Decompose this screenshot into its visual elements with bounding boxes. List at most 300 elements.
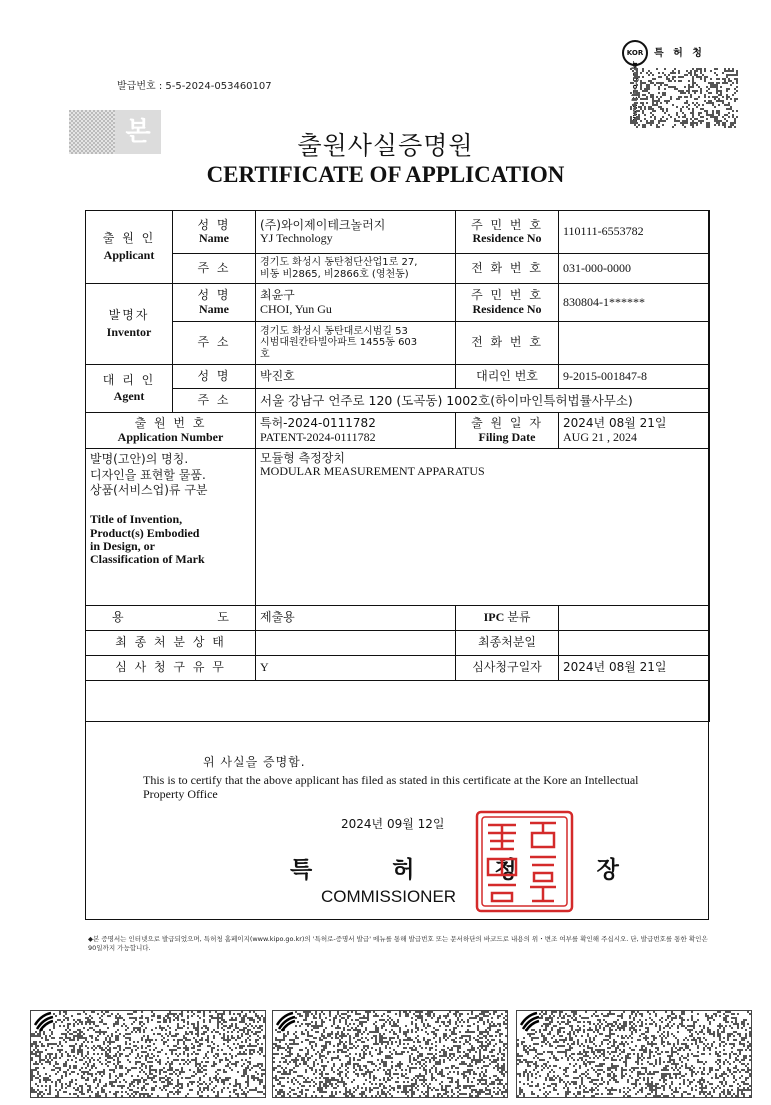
barcode-dot bbox=[141, 1039, 143, 1041]
barcode-dot bbox=[409, 1055, 411, 1057]
barcode-dot bbox=[485, 1079, 487, 1081]
barcode-dot bbox=[81, 1071, 83, 1073]
barcode-dot bbox=[101, 1091, 103, 1093]
barcode-dot bbox=[389, 1055, 391, 1057]
barcode-dot bbox=[315, 1023, 317, 1025]
barcode-dot bbox=[55, 1053, 57, 1055]
barcode-dot bbox=[650, 116, 652, 118]
barcode-dot bbox=[277, 1031, 279, 1033]
barcode-dot bbox=[638, 92, 640, 94]
barcode-dot bbox=[91, 1065, 93, 1067]
barcode-dot bbox=[223, 1013, 225, 1015]
barcode-dot bbox=[61, 1033, 63, 1035]
barcode-dot bbox=[73, 1037, 75, 1039]
barcode-dot bbox=[737, 1027, 739, 1029]
barcode-dot bbox=[719, 1067, 721, 1069]
barcode-dot bbox=[730, 74, 732, 76]
barcode-dot bbox=[249, 1069, 251, 1071]
barcode-dot bbox=[453, 1055, 455, 1057]
barcode-dot bbox=[263, 1093, 265, 1095]
barcode-dot bbox=[447, 1013, 449, 1015]
barcode-dot bbox=[431, 1011, 433, 1013]
barcode-dot bbox=[291, 1039, 293, 1041]
barcode-dot bbox=[633, 1019, 635, 1021]
barcode-dot bbox=[297, 1095, 299, 1097]
barcode-dot bbox=[327, 1073, 329, 1075]
barcode-dot bbox=[709, 1067, 711, 1069]
barcode-dot bbox=[261, 1091, 263, 1093]
barcode-dot bbox=[305, 1017, 307, 1019]
barcode-dot bbox=[171, 1051, 173, 1053]
barcode-dot bbox=[137, 1087, 139, 1089]
barcode-dot bbox=[217, 1017, 219, 1019]
barcode-dot bbox=[670, 72, 672, 74]
barcode-dot bbox=[715, 1051, 717, 1053]
barcode-dot bbox=[413, 1041, 415, 1043]
barcode-dot bbox=[720, 90, 722, 92]
barcode-dot bbox=[676, 112, 678, 114]
barcode-dot bbox=[319, 1015, 321, 1017]
barcode-dot bbox=[565, 1051, 567, 1053]
barcode-dot bbox=[597, 1069, 599, 1071]
barcode-dot bbox=[467, 1031, 469, 1033]
barcode-dot bbox=[51, 1059, 53, 1061]
barcode-dot bbox=[293, 1077, 295, 1079]
barcode-dot bbox=[732, 74, 734, 76]
invention-title-korean: 모듈형 측정장치 bbox=[260, 451, 345, 465]
phone-label: 전 화 번 호 bbox=[456, 322, 559, 365]
barcode-dot bbox=[117, 1019, 119, 1021]
barcode-dot bbox=[85, 1023, 87, 1025]
barcode-dot bbox=[652, 100, 654, 102]
barcode-dot bbox=[607, 1057, 609, 1059]
barcode-dot bbox=[395, 1025, 397, 1027]
barcode-dot bbox=[409, 1085, 411, 1087]
barcode-dot bbox=[689, 1049, 691, 1051]
barcode-dot bbox=[275, 1037, 277, 1039]
barcode-dot bbox=[679, 1023, 681, 1025]
barcode-dot bbox=[527, 1051, 529, 1053]
barcode-dot bbox=[573, 1053, 575, 1055]
barcode-dot bbox=[545, 1019, 547, 1021]
barcode-dot bbox=[745, 1065, 747, 1067]
barcode-dot bbox=[95, 1073, 97, 1075]
barcode-dot bbox=[295, 1057, 297, 1059]
barcode-dot bbox=[277, 1045, 279, 1047]
barcode-dot bbox=[411, 1031, 413, 1033]
barcode-dot bbox=[381, 1059, 383, 1061]
barcode-dot bbox=[557, 1033, 559, 1035]
barcode-dot bbox=[684, 92, 686, 94]
barcode-dot bbox=[545, 1023, 547, 1025]
barcode-dot bbox=[723, 1019, 725, 1021]
barcode-dot bbox=[177, 1039, 179, 1041]
barcode-dot bbox=[287, 1031, 289, 1033]
barcode-dot bbox=[549, 1057, 551, 1059]
barcode-dot bbox=[245, 1039, 247, 1041]
barcode-dot bbox=[207, 1095, 209, 1097]
barcode-dot bbox=[205, 1025, 207, 1027]
barcode-dot bbox=[654, 104, 656, 106]
barcode-dot bbox=[31, 1033, 33, 1035]
barcode-dot bbox=[53, 1027, 55, 1029]
barcode-dot bbox=[369, 1051, 371, 1053]
barcode-dot bbox=[89, 1089, 91, 1091]
barcode-dot bbox=[215, 1077, 217, 1079]
barcode-dot bbox=[63, 1071, 65, 1073]
barcode-dot bbox=[461, 1025, 463, 1027]
barcode-dot bbox=[591, 1049, 593, 1051]
barcode-dot bbox=[115, 1031, 117, 1033]
barcode-dot bbox=[345, 1019, 347, 1021]
barcode-dot bbox=[95, 1025, 97, 1027]
barcode-dot bbox=[319, 1053, 321, 1055]
barcode-dot bbox=[595, 1049, 597, 1051]
barcode-dot bbox=[277, 1079, 279, 1081]
barcode-dot bbox=[601, 1049, 603, 1051]
barcode-dot bbox=[361, 1091, 363, 1093]
barcode-dot bbox=[559, 1045, 561, 1047]
barcode-dot bbox=[694, 90, 696, 92]
barcode-dot bbox=[205, 1055, 207, 1057]
barcode-dot bbox=[393, 1033, 395, 1035]
barcode-dot bbox=[696, 106, 698, 108]
barcode-dot bbox=[529, 1033, 531, 1035]
barcode-dot bbox=[686, 96, 688, 98]
barcode-dot bbox=[181, 1085, 183, 1087]
barcode-dot bbox=[645, 1047, 647, 1049]
barcode-dot bbox=[640, 80, 642, 82]
barcode-dot bbox=[381, 1061, 383, 1063]
barcode-dot bbox=[599, 1055, 601, 1057]
barcode-dot bbox=[691, 1065, 693, 1067]
barcode-dot bbox=[89, 1069, 91, 1071]
barcode-dot bbox=[545, 1029, 547, 1031]
barcode-dot bbox=[569, 1039, 571, 1041]
barcode-dot bbox=[147, 1055, 149, 1057]
barcode-dot bbox=[141, 1093, 143, 1095]
barcode-dot bbox=[437, 1095, 439, 1097]
barcode-dot bbox=[255, 1039, 257, 1041]
barcode-dot bbox=[395, 1065, 397, 1067]
barcode-dot bbox=[293, 1041, 295, 1043]
barcode-dot bbox=[355, 1019, 357, 1021]
top-barcode-pattern bbox=[630, 68, 738, 128]
barcode-dot bbox=[153, 1033, 155, 1035]
barcode-dot bbox=[501, 1091, 503, 1093]
barcode-dot bbox=[749, 1035, 751, 1037]
barcode-dot bbox=[239, 1047, 241, 1049]
barcode-dot bbox=[555, 1057, 557, 1059]
barcode-dot bbox=[157, 1051, 159, 1053]
barcode-dot bbox=[693, 1067, 695, 1069]
barcode-dot bbox=[734, 118, 736, 120]
barcode-dot bbox=[656, 96, 658, 98]
barcode-dot bbox=[97, 1085, 99, 1087]
barcode-dot bbox=[349, 1059, 351, 1061]
barcode-dot bbox=[479, 1091, 481, 1093]
barcode-dot bbox=[291, 1081, 293, 1083]
barcode-dot bbox=[199, 1049, 201, 1051]
barcode-dot bbox=[259, 1019, 261, 1021]
barcode-dot bbox=[223, 1033, 225, 1035]
barcode-dot bbox=[651, 1035, 653, 1037]
barcode-dot bbox=[153, 1087, 155, 1089]
barcode-dot bbox=[395, 1041, 397, 1043]
barcode-dot bbox=[247, 1075, 249, 1077]
barcode-dot bbox=[325, 1027, 327, 1029]
barcode-dot bbox=[619, 1027, 621, 1029]
barcode-dot bbox=[215, 1075, 217, 1077]
barcode-dot bbox=[383, 1019, 385, 1021]
barcode-dot bbox=[559, 1039, 561, 1041]
barcode-dot bbox=[664, 120, 666, 122]
barcode-dot bbox=[207, 1087, 209, 1089]
barcode-dot bbox=[543, 1059, 545, 1061]
barcode-dot bbox=[127, 1093, 129, 1095]
barcode-dot bbox=[654, 100, 656, 102]
barcode-dot bbox=[687, 1059, 689, 1061]
barcode-dot bbox=[321, 1045, 323, 1047]
barcode-dot bbox=[55, 1081, 57, 1083]
barcode-dot bbox=[453, 1033, 455, 1035]
barcode-dot bbox=[652, 98, 654, 100]
barcode-dot bbox=[285, 1055, 287, 1057]
barcode-dot bbox=[357, 1035, 359, 1037]
barcode-dot bbox=[417, 1027, 419, 1029]
barcode-dot bbox=[281, 1039, 283, 1041]
barcode-dot bbox=[165, 1041, 167, 1043]
barcode-dot bbox=[149, 1071, 151, 1073]
barcode-dot bbox=[705, 1061, 707, 1063]
barcode-dot bbox=[51, 1043, 53, 1045]
barcode-dot bbox=[491, 1039, 493, 1041]
barcode-dot bbox=[231, 1035, 233, 1037]
barcode-dot bbox=[55, 1085, 57, 1087]
barcode-dot bbox=[217, 1021, 219, 1023]
barcode-dot bbox=[700, 68, 702, 70]
barcode-dot bbox=[690, 94, 692, 96]
barcode-dot bbox=[593, 1043, 595, 1045]
agent-number-label: 대리인 번호 bbox=[456, 365, 559, 389]
barcode-dot bbox=[601, 1013, 603, 1015]
barcode-dot bbox=[649, 1053, 651, 1055]
barcode-dot bbox=[65, 1037, 67, 1039]
barcode-dot bbox=[537, 1065, 539, 1067]
barcode-dot bbox=[255, 1071, 257, 1073]
barcode-dot bbox=[171, 1013, 173, 1015]
barcode-dot bbox=[699, 1067, 701, 1069]
barcode-dot bbox=[333, 1045, 335, 1047]
barcode-dot bbox=[189, 1077, 191, 1079]
barcode-dot bbox=[219, 1017, 221, 1019]
barcode-dot bbox=[535, 1043, 537, 1045]
barcode-dot bbox=[625, 1059, 627, 1061]
barcode-dot bbox=[389, 1023, 391, 1025]
barcode-dot bbox=[65, 1075, 67, 1077]
barcode-dot bbox=[135, 1057, 137, 1059]
barcode-dot bbox=[435, 1057, 437, 1059]
barcode-dot bbox=[465, 1075, 467, 1077]
barcode-dot bbox=[325, 1083, 327, 1085]
application-number-english: PATENT-2024-0111782 bbox=[260, 429, 376, 444]
barcode-dot bbox=[223, 1021, 225, 1023]
barcode-dot bbox=[119, 1045, 121, 1047]
barcode-dot bbox=[381, 1025, 383, 1027]
barcode-dot bbox=[573, 1013, 575, 1015]
barcode-dot bbox=[583, 1045, 585, 1047]
barcode-dot bbox=[217, 1045, 219, 1047]
barcode-dot bbox=[475, 1063, 477, 1065]
barcode-dot bbox=[203, 1087, 205, 1089]
barcode-dot bbox=[719, 1043, 721, 1045]
barcode-dot bbox=[487, 1057, 489, 1059]
barcode-dot bbox=[697, 1019, 699, 1021]
barcode-dot bbox=[61, 1045, 63, 1047]
barcode-dot bbox=[209, 1079, 211, 1081]
barcode-dot bbox=[339, 1049, 341, 1051]
barcode-dot bbox=[283, 1095, 285, 1097]
barcode-dot bbox=[499, 1033, 501, 1035]
barcode-dot bbox=[736, 80, 738, 82]
barcode-dot bbox=[217, 1073, 219, 1075]
barcode-dot bbox=[387, 1055, 389, 1057]
barcode-dot bbox=[644, 108, 646, 110]
barcode-dot bbox=[559, 1013, 561, 1015]
barcode-dot bbox=[555, 1039, 557, 1041]
barcode-dot bbox=[235, 1093, 237, 1095]
exam-request-label: 심 사 청 구 유 무 bbox=[86, 656, 256, 681]
barcode-dot bbox=[664, 84, 666, 86]
barcode-dot bbox=[735, 1031, 737, 1033]
barcode-dot bbox=[341, 1071, 343, 1073]
barcode-dot bbox=[658, 98, 660, 100]
barcode-dot bbox=[385, 1081, 387, 1083]
barcode-dot bbox=[187, 1039, 189, 1041]
barcode-dot bbox=[247, 1033, 249, 1035]
barcode-dot bbox=[275, 1029, 277, 1031]
barcode-dot bbox=[653, 1037, 655, 1039]
barcode-dot bbox=[579, 1065, 581, 1067]
barcode-dot bbox=[417, 1017, 419, 1019]
barcode-dot bbox=[41, 1063, 43, 1065]
barcode-dot bbox=[419, 1011, 421, 1013]
barcode-dot bbox=[639, 1039, 641, 1041]
barcode-dot bbox=[407, 1013, 409, 1015]
barcode-dot bbox=[463, 1063, 465, 1065]
barcode-dot bbox=[305, 1081, 307, 1083]
barcode-dot bbox=[57, 1063, 59, 1065]
barcode-dot bbox=[581, 1043, 583, 1045]
barcode-dot bbox=[696, 118, 698, 120]
barcode-dot bbox=[491, 1083, 493, 1085]
barcode-dot bbox=[217, 1091, 219, 1093]
barcode-dot bbox=[537, 1043, 539, 1045]
barcode-dot bbox=[641, 1045, 643, 1047]
barcode-dot bbox=[157, 1033, 159, 1035]
barcode-dot bbox=[341, 1065, 343, 1067]
barcode-dot bbox=[117, 1061, 119, 1063]
barcode-dot bbox=[571, 1057, 573, 1059]
barcode-dot bbox=[545, 1063, 547, 1065]
barcode-dot bbox=[487, 1021, 489, 1023]
barcode-dot bbox=[429, 1011, 431, 1013]
barcode-dot bbox=[177, 1083, 179, 1085]
barcode-dot bbox=[716, 74, 718, 76]
barcode-dot bbox=[159, 1051, 161, 1053]
barcode-dot bbox=[683, 1011, 685, 1013]
barcode-dot bbox=[359, 1017, 361, 1019]
barcode-dot bbox=[323, 1021, 325, 1023]
barcode-dot bbox=[109, 1047, 111, 1049]
barcode-dot bbox=[183, 1019, 185, 1021]
barcode-dot bbox=[135, 1011, 137, 1013]
barcode-dot bbox=[159, 1017, 161, 1019]
barcode-dot bbox=[713, 1019, 715, 1021]
barcode-dot bbox=[177, 1081, 179, 1083]
barcode-dot bbox=[443, 1075, 445, 1077]
barcode-dot bbox=[121, 1085, 123, 1087]
barcode-dot bbox=[505, 1015, 507, 1017]
barcode-dot bbox=[85, 1055, 87, 1057]
barcode-dot bbox=[603, 1049, 605, 1051]
barcode-dot bbox=[293, 1071, 295, 1073]
barcode-dot bbox=[682, 112, 684, 114]
barcode-dot bbox=[630, 108, 632, 110]
barcode-dot bbox=[638, 76, 640, 78]
barcode-dot bbox=[121, 1065, 123, 1067]
barcode-dot bbox=[699, 1037, 701, 1039]
barcode-dot bbox=[445, 1089, 447, 1091]
final-status-value bbox=[256, 631, 456, 656]
barcode-dot bbox=[147, 1035, 149, 1037]
barcode-dot bbox=[49, 1053, 51, 1055]
barcode-dot bbox=[565, 1023, 567, 1025]
barcode-dot bbox=[385, 1087, 387, 1089]
barcode-dot bbox=[451, 1091, 453, 1093]
barcode-dot bbox=[333, 1019, 335, 1021]
barcode-dot bbox=[595, 1055, 597, 1057]
barcode-dot bbox=[587, 1051, 589, 1053]
barcode-dot bbox=[533, 1033, 535, 1035]
barcode-dot bbox=[685, 1047, 687, 1049]
barcode-dot bbox=[279, 1093, 281, 1095]
barcode-dot bbox=[495, 1025, 497, 1027]
barcode-dot bbox=[634, 108, 636, 110]
barcode-dot bbox=[37, 1085, 39, 1087]
barcode-dot bbox=[679, 1067, 681, 1069]
barcode-dot bbox=[575, 1017, 577, 1019]
barcode-dot bbox=[45, 1055, 47, 1057]
barcode-dot bbox=[251, 1031, 253, 1033]
barcode-dot bbox=[477, 1025, 479, 1027]
barcode-dot bbox=[657, 1049, 659, 1051]
barcode-dot bbox=[33, 1043, 35, 1045]
barcode-dot bbox=[595, 1011, 597, 1013]
barcode-dot bbox=[565, 1049, 567, 1051]
barcode-dot bbox=[137, 1053, 139, 1055]
barcode-dot bbox=[714, 120, 716, 122]
barcode-dot bbox=[537, 1057, 539, 1059]
agent-name: 박진호 bbox=[256, 365, 456, 389]
barcode-dot bbox=[185, 1031, 187, 1033]
barcode-dot bbox=[523, 1049, 525, 1051]
barcode-dot bbox=[169, 1091, 171, 1093]
barcode-dot bbox=[749, 1033, 751, 1035]
barcode-dot bbox=[579, 1021, 581, 1023]
barcode-dot bbox=[387, 1043, 389, 1045]
barcode-dot bbox=[473, 1037, 475, 1039]
